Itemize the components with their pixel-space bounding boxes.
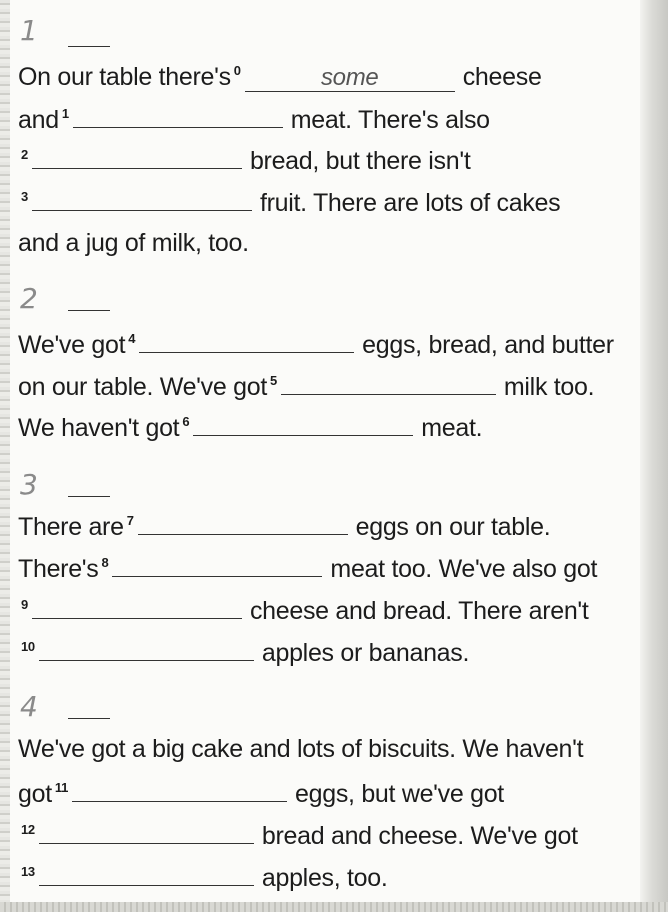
answer-blank[interactable] [32, 592, 242, 619]
sentence-text-after: bread, but there isn't [249, 147, 471, 175]
score-line [68, 310, 110, 311]
gap-number: 1 [61, 106, 69, 121]
sentence-text-after: eggs, but we've got [295, 780, 504, 808]
score-line [68, 718, 110, 719]
sentence-text-before: We haven't got [18, 414, 180, 442]
gap-number: 13 [21, 864, 35, 879]
answer-blank[interactable] [39, 859, 254, 886]
sentence-text-after: fruit. There are lots of cakes [259, 189, 561, 217]
sentence-text-after: meat. [421, 414, 483, 442]
exercise-number: 3 [20, 468, 38, 501]
answer-blank[interactable] [112, 550, 322, 577]
gap-number: 8 [101, 555, 109, 570]
sentence-text: and a jug of milk, too. [18, 229, 249, 257]
sentence-text-before: There's [18, 555, 99, 583]
sentence-line [18, 508, 550, 542]
sentence-text-before: There are [18, 513, 124, 541]
sentence-text-after: meat too. We've also got [330, 555, 598, 583]
sentence-text-after: eggs on our table. [355, 513, 551, 541]
sentence-line [18, 142, 470, 176]
example-answer: some [245, 65, 455, 92]
sentence-text: We've got a big cake and lots of biscuits. We haven't [18, 735, 584, 763]
sentence-line [18, 732, 583, 766]
answer-blank[interactable] [73, 101, 283, 128]
sentence-line [18, 859, 388, 893]
gap-number: 3 [21, 189, 28, 204]
gap-number: 7 [126, 513, 134, 528]
gap-number: 9 [21, 597, 28, 612]
answer-blank[interactable] [193, 409, 413, 436]
sentence-text-before: got [18, 780, 52, 808]
answer-blank[interactable] [138, 508, 348, 535]
sentence-text-after: cheese and bread. There aren't [249, 597, 589, 625]
sentence-line [18, 634, 469, 668]
score-line [68, 496, 110, 497]
sentence-text-before: and [18, 106, 59, 134]
gap-number: 12 [21, 822, 35, 837]
answer-blank[interactable] [32, 142, 242, 169]
sentence-line [18, 592, 589, 626]
gap-number: 11 [54, 780, 69, 795]
page-bottom-edge [0, 902, 668, 912]
sentence-text-after: apples or bananas. [261, 639, 470, 667]
sentence-text-before: on our table. We've got [18, 373, 267, 401]
sentence-line [18, 226, 249, 260]
gap-number: 10 [21, 639, 35, 654]
answer-blank[interactable] [139, 326, 354, 353]
sentence-line [18, 409, 482, 443]
sentence-line [18, 775, 504, 809]
sentence-text-after: eggs, bread, and butter [362, 331, 614, 359]
answer-blank[interactable] [39, 817, 254, 844]
sentence-text-after: meat. There's also [290, 106, 490, 134]
gap-number: 6 [182, 414, 190, 429]
sentence-text-after: apples, too. [261, 864, 388, 892]
answer-blank[interactable] [32, 184, 252, 211]
sentence-line [18, 368, 594, 402]
page-left-edge [0, 0, 10, 912]
gap-number: 5 [269, 373, 277, 388]
page-right-edge [640, 0, 668, 912]
exercise-number: 4 [20, 690, 38, 723]
sentence-line [18, 817, 578, 851]
gap-number: 2 [21, 147, 28, 162]
sentence-line [18, 550, 597, 584]
sentence-line [18, 60, 542, 94]
gap-number: 0 [233, 63, 241, 78]
sentence-line [18, 101, 490, 135]
sentence-text-after: cheese [462, 63, 542, 91]
answer-blank[interactable] [72, 775, 287, 802]
answer-blank[interactable] [281, 368, 496, 395]
gap-number: 4 [128, 331, 136, 346]
exercise-number: 2 [20, 282, 38, 315]
sentence-line [18, 326, 614, 360]
sentence-line [18, 184, 560, 218]
sentence-text-before: We've got [18, 331, 126, 359]
sentence-text-after: bread and cheese. We've got [261, 822, 578, 850]
sentence-text-before: On our table there's [18, 63, 231, 91]
score-line [68, 46, 110, 47]
sentence-text-after: milk too. [503, 373, 595, 401]
exercise-number: 1 [20, 14, 38, 47]
answer-blank[interactable] [39, 634, 254, 661]
